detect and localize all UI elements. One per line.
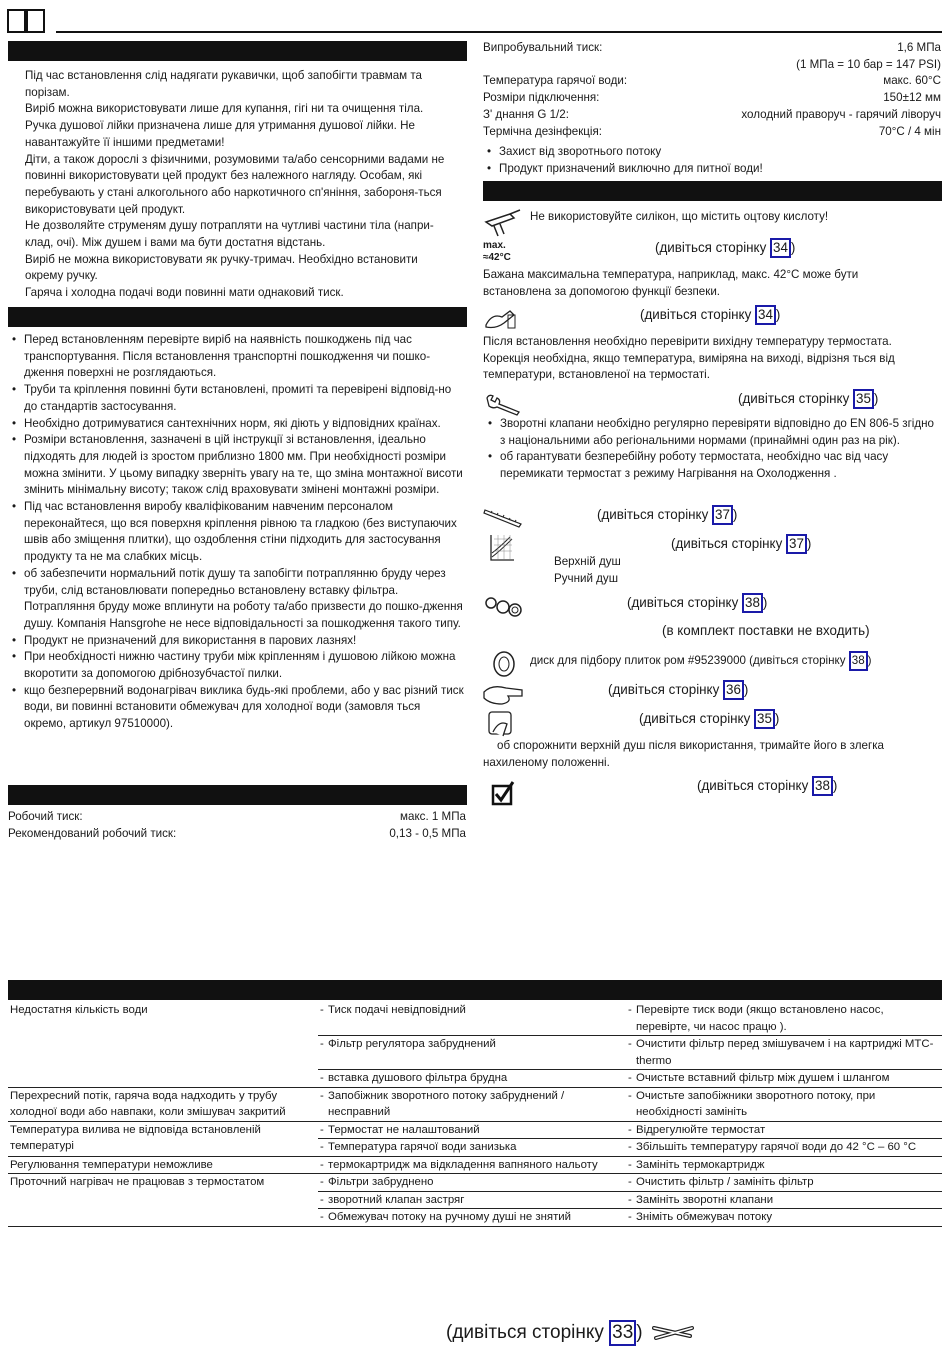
pressure-value: 0,13 - 0,5 МПа	[389, 826, 466, 840]
cause-wrap	[320, 1192, 624, 1209]
cause-text: зворотний клапан застряг	[328, 1193, 465, 1206]
dash-marker: -	[628, 1211, 632, 1223]
section-bar-install	[8, 307, 467, 327]
tech-row	[483, 90, 941, 107]
cause-text: Температура гарячої води занизька	[328, 1141, 517, 1153]
fix-wrap	[628, 1070, 940, 1087]
dash-marker: -	[320, 1038, 324, 1050]
ref-prefix: (дивіться сторінку	[697, 778, 809, 793]
dash-marker: -	[628, 1123, 632, 1136]
table-end-cell	[8, 1226, 942, 1227]
ref-page[interactable]: 38	[742, 593, 763, 613]
dash-marker: -	[320, 1176, 324, 1188]
dash-marker: -	[628, 1038, 632, 1050]
service-bullet: • об гарантувати безперебійну роботу термостата, необхідно час від часу перемикати термостат з режиму Нагрівання на Охолодження .	[484, 449, 940, 482]
cause-wrap	[320, 1139, 624, 1156]
cause-cell	[318, 1121, 626, 1139]
fix-text: Очистити фільтр перед змішувачем і на картриджі MTC-thermo	[636, 1038, 934, 1067]
fix-cell	[626, 1070, 942, 1088]
table-row	[8, 1121, 942, 1139]
install-bullet: • Труби та кріплення повинні бути встановлені, промиті та перевірені відповід-но до стандартів застосування.	[8, 382, 464, 415]
install-bullet: • Продукт не призначений для використання в парових лазнях!	[8, 633, 464, 650]
safety-paragraph: Не дозволяйте струменям душу потрапляти на чутливі частини тіла (напри-клад, очі). Між душем і вами ма бути достатня відстань.	[25, 219, 434, 250]
ref-suffix: )	[867, 654, 872, 667]
tech-row	[483, 40, 941, 57]
fix-cell	[626, 1209, 942, 1227]
header-rule	[56, 31, 942, 33]
problem-cell: Проточний нагрівач не працював з термостатом	[8, 1174, 318, 1227]
fix-text: Відрегулюйте термостат	[636, 1123, 766, 1136]
shower-hand-label: Ручний душ	[554, 572, 619, 585]
fix-wrap	[628, 1209, 940, 1226]
ref-link-10[interactable]	[697, 776, 837, 796]
cause-text: вставка душового фільтра брудна	[328, 1072, 508, 1084]
tech-value: 1,6 МПа	[897, 41, 941, 54]
tech-bullets	[483, 144, 941, 177]
service-bullets	[484, 416, 940, 483]
install-bullets	[8, 332, 464, 733]
tech-label: Термічна дезінфекція:	[483, 124, 603, 138]
fix-wrap	[628, 1192, 940, 1209]
install-bullet: • об забезпечити нормальний потік душу та запобігти потраплянню бруду через труби, слід встановлювати попередньо встановлену вставку фільтра. Потрапляння бруду може вплинути на роботу та/або призвести до пошко-дження душу. Компанія Hansgrohe не несе відповідальності за пошкодження такого типу.	[8, 566, 464, 633]
not-included-note: (в комплект поставки не входить)	[662, 623, 870, 638]
dash-marker: -	[320, 1123, 324, 1136]
safety-text	[25, 68, 457, 302]
footer-suffix: )	[636, 1322, 643, 1343]
ref-link-8[interactable]	[608, 680, 748, 700]
tech-value: холодний праворуч - гарячий ліворуч	[741, 107, 941, 121]
ref-suffix: )	[732, 507, 738, 522]
cause-cell	[318, 1174, 626, 1192]
fix-wrap	[628, 1088, 940, 1121]
cause-text: Фільтр регулятора забруднений	[328, 1038, 496, 1050]
pressure-value: макс. 1 МПа	[400, 810, 466, 823]
dash-marker: -	[628, 1176, 632, 1188]
dash-marker: -	[628, 1004, 632, 1016]
dash-marker: -	[320, 1004, 324, 1016]
tech-label: Випробувальний тиск:	[483, 41, 603, 54]
silicone-text: Не використовуйте силікон, що містить оцтову кислоту!	[530, 210, 829, 223]
fix-cell	[626, 1121, 942, 1139]
table-row	[8, 1002, 942, 1036]
ref-suffix: )	[790, 240, 796, 255]
fix-text: Замініть зворотні клапани	[636, 1193, 774, 1206]
ref-suffix: )	[762, 595, 768, 610]
table-end	[8, 1226, 942, 1227]
ref-suffix: )	[806, 536, 812, 551]
section-bar-right	[483, 181, 942, 201]
dash-marker: -	[320, 1141, 324, 1153]
max-temp: ≈42°C	[483, 252, 511, 263]
ref-page[interactable]: 37	[712, 505, 733, 525]
thermometer-hand-icon	[484, 305, 518, 337]
ref-page[interactable]: 34	[755, 305, 776, 325]
cause-wrap	[320, 1157, 624, 1174]
ref-page[interactable]: 35	[754, 709, 775, 729]
text-max: Бажана максимальна температура, наприклад, макс. 42°C може бути встановлена за допомогою функції безпеки.	[483, 268, 859, 298]
ref-link-1[interactable]	[655, 238, 795, 258]
install-bullet: • Під час встановлення виробу кваліфікованим навченим персоналом переконайтеся, що вся поверхня кріплення рівною та гладкою (без виступаючих швів або зміщення плитки), що оздоблення стіни підходить для застосування продукту та не ма слабких місць.	[8, 499, 464, 566]
tile-disc-icon	[491, 650, 517, 684]
fix-cell	[626, 1087, 942, 1121]
max-label: max.	[483, 240, 506, 251]
install-bullet: • Перед встановленням перевірте виріб на наявність пошкоджень під час транспортування. Після встановлення транспортні пошкодження чи пошко-дження поверхні не розглядаються.	[8, 332, 464, 382]
cause-text: Фільтри забруднено	[328, 1176, 434, 1188]
ref-link-6[interactable]	[627, 593, 767, 613]
service-bullet: • Зворотні клапани необхідно регулярно перевіряти відповідно до EN 806-5 згідно з національними або регіональними нормами (принаймні один раз на рік).	[484, 416, 940, 449]
tech-row	[483, 107, 941, 124]
section-bar-pressure	[8, 785, 467, 805]
flow-diagram-icon	[488, 533, 516, 569]
cause-cell	[318, 1191, 626, 1209]
safety-paragraph: Діти, а також дорослі з фізичними, розумовими та/або сенсорними вадами не повинні використовувати цей продукт без належного нагляду. Особам, які перебувають у стані алкогольного або наркотичного сп'яніння, забороня-ться використовувати цей продукт.	[25, 152, 445, 216]
safety-paragraph: Виріб можна використовувати лише для купання, гігі ни та очищення тіла.	[25, 102, 424, 116]
dash-marker: -	[628, 1193, 632, 1206]
safety-paragraph: Гаряча і холодна подачі води повинні мати однаковий тиск.	[25, 286, 344, 300]
cause-wrap	[320, 1036, 624, 1053]
ref-page[interactable]: 38	[812, 776, 833, 796]
cause-text: Термостат не налаштований	[328, 1123, 480, 1136]
dash-marker: -	[320, 1211, 324, 1223]
cause-wrap	[320, 1070, 624, 1087]
cause-text: Тиск подачі невідповідний	[328, 1004, 466, 1016]
tech-value: 150±12 мм	[883, 91, 941, 105]
fix-wrap	[628, 1036, 940, 1069]
ref-link-2[interactable]	[640, 305, 780, 325]
cause-wrap	[320, 1002, 624, 1019]
fix-text: Замініть термокартридж	[636, 1158, 765, 1171]
install-bullet: • При необхідності нижню частину труби між кріпленням і душовою лійкою можна вкоротити за допомогою дрібнозубчастої пилки.	[8, 649, 464, 682]
ref-prefix: (дивіться сторінку	[627, 595, 739, 610]
tech-value: (1 МПа = 10 бар = 147 PSI)	[796, 57, 941, 71]
ref-prefix: (дивіться сторінку	[655, 240, 767, 255]
cause-wrap	[320, 1122, 624, 1139]
safety-paragraph: Під час встановлення слід надягати рукавички, щоб запобігти травмам та порізам.	[25, 69, 422, 99]
fix-wrap	[628, 1157, 940, 1174]
ref-prefix: (дивіться сторінку	[608, 682, 720, 697]
cause-wrap	[320, 1209, 624, 1226]
tech-bullet: • Продукт призначений виключно для питної води!	[483, 161, 941, 178]
fix-cell	[626, 1174, 942, 1192]
dash-marker: -	[320, 1158, 324, 1171]
cause-wrap	[320, 1088, 624, 1121]
safety-paragraph: Виріб не можна використовувати як ручку-тримач. Необхідно встановити окрему ручку.	[25, 252, 418, 283]
safety-paragraph: Ручка душової лійки призначена лише для утримання душової лійки. Не навантажуйте її іншими предметами!	[25, 119, 415, 149]
pressure-label: Робочий тиск:	[8, 810, 83, 823]
ref-suffix: )	[832, 778, 838, 793]
section-bar-safety	[8, 41, 467, 61]
pressure-row	[8, 809, 466, 826]
fix-text: Очистить фільтр / замініть фільтр	[636, 1176, 814, 1188]
tile-disc-line	[530, 651, 872, 671]
cause-text: термокартридж ма відкладення вапняного нальоту	[328, 1158, 598, 1171]
ref-page[interactable]: 34	[770, 238, 791, 258]
fix-text: Очистьте вставний фільтр між душем і шлангом	[636, 1072, 890, 1084]
fix-cell	[626, 1036, 942, 1070]
install-bullet: • кщо безперервний водонагрівач викликa будь-які проблеми, або у вас різний тиск води, ви повинні встановити обмежувач для холодної води (замовля ться окремо, артикул 97510000).	[8, 683, 464, 733]
tech-row	[483, 73, 941, 90]
dash-marker: -	[628, 1158, 632, 1171]
ref-prefix: (дивіться сторінку	[738, 391, 850, 406]
fix-wrap	[628, 1139, 940, 1156]
cause-cell	[318, 1002, 626, 1036]
fix-wrap	[628, 1002, 940, 1035]
filter-parts-icon	[483, 595, 523, 625]
ref-suffix: )	[774, 711, 780, 726]
ref-prefix: (дивіться сторінку	[640, 307, 752, 322]
cause-text: Обмежувач потоку на ручному душі не знятий	[328, 1211, 572, 1223]
fix-text: Збільшіть температуру гарячої води до 42 °C – 60 °C	[636, 1141, 917, 1153]
dash-marker: -	[320, 1072, 324, 1084]
footer-ref[interactable]	[446, 1320, 643, 1346]
problem-cell: Недостатня кількість води	[10, 1004, 148, 1016]
dash-marker: -	[628, 1089, 632, 1102]
ref-suffix: )	[743, 682, 749, 697]
ref-prefix: (дивіться сторінку	[597, 507, 709, 522]
tech-row	[483, 124, 941, 141]
ref-link-4[interactable]	[597, 505, 737, 525]
tech-label: Температура гарячої води:	[483, 74, 628, 88]
ref-prefix: (дивіться сторінку	[671, 536, 783, 551]
fix-wrap	[628, 1174, 940, 1191]
dash-marker: -	[628, 1141, 632, 1153]
table-row	[8, 1174, 942, 1192]
table-row	[8, 1156, 942, 1174]
pressure-label: Рекомендований робочий тиск:	[8, 826, 177, 840]
problem-cell: Температура вилива не відповіда встановленій температурі	[8, 1121, 318, 1156]
ref-link-5[interactable]	[671, 534, 811, 554]
tech-label: З' днання G 1/2:	[483, 107, 569, 121]
dash-marker: -	[628, 1072, 632, 1084]
trouble-table	[8, 1002, 942, 1227]
problem-cell: Регулювання температури неможливе	[8, 1156, 318, 1174]
pressure-list	[8, 809, 466, 842]
cause-cell	[318, 1036, 626, 1070]
text-empty: об спорожнити верхній душ після використання, тримайте його в злегка нахиленому положенні.	[483, 739, 884, 769]
tech-row	[483, 57, 941, 74]
fix-text: Перевірте тиск води (якщо встановлено насос, перевірте, чи насос працю ).	[636, 1004, 884, 1033]
table-row	[8, 1087, 942, 1121]
ruler-icon	[483, 506, 523, 534]
silicone-gun-icon	[484, 208, 524, 244]
max-temp-icon	[483, 240, 511, 264]
tile-disc-text: диск для підбору плиток ром #95239000 (дивіться сторінку	[530, 654, 846, 667]
shower-top-label: Верхній душ	[554, 555, 621, 568]
ref-link-3[interactable]	[738, 389, 878, 409]
cause-cell	[318, 1087, 626, 1121]
hand-cleaning-icon	[482, 682, 528, 712]
pressure-row	[8, 826, 466, 843]
text-calib: Після встановлення необхідно перевірити вихідну температуру термостата. Корекція необхідна, якщо температура, виміряна на виході, відрізня ться від температури, встановленої на термостаті.	[483, 335, 895, 382]
ref-prefix: (дивіться сторінку	[639, 711, 751, 726]
tech-value: макс. 60°C	[883, 74, 941, 88]
fix-cell	[626, 1156, 942, 1174]
cause-cell	[318, 1070, 626, 1088]
ref-page[interactable]: 37	[786, 534, 807, 554]
cause-text: Запобіжник зворотного потоку забруднений / несправний	[328, 1089, 565, 1118]
problem-cell: Перехресний потік, гаряча вода надходить у трубу холодної води або навпаки, коли змішувач закритий	[8, 1087, 318, 1121]
tech-bullet: • Захист від зворотнього потоку	[483, 144, 941, 161]
fix-text: Очистьте запобіжники зворотного потоку, при необхідності замініть	[636, 1089, 876, 1118]
install-bullet: • Необхідно дотримуватися сантехнічних норм, які діють у відповідних країнах.	[8, 416, 464, 433]
install-bullet: • Розміри встановлення, зазначені в цій інструкції зі встановлення, ідеально підходять для людей із зростом приблизно 1800 мм. При необхідності розміри можна змінити. У цьому випадку зверніть увагу на те, що зміна монтажної висоти змінить мінімальну висоту; також слід враховувати змінені монтажні розміри.	[8, 432, 464, 499]
ref-suffix: )	[775, 307, 781, 322]
ref-page[interactable]: 36	[723, 680, 744, 700]
cause-cell	[318, 1156, 626, 1174]
footer-prefix: (дивіться сторінку	[446, 1322, 604, 1343]
dash-marker: -	[320, 1193, 324, 1206]
tech-value: 70°C / 4 мін	[878, 124, 941, 138]
footer-page[interactable]: 33	[609, 1320, 636, 1346]
ref-page[interactable]: 35	[853, 389, 874, 409]
fix-wrap	[628, 1122, 940, 1139]
tools-icon	[652, 1322, 694, 1352]
ref-page[interactable]: 38	[849, 651, 868, 671]
ref-link-9[interactable]	[639, 709, 779, 729]
tech-label: Розміри підключення:	[483, 91, 600, 105]
checkbox-icon	[491, 780, 515, 812]
cause-wrap	[320, 1174, 624, 1191]
dash-marker: -	[320, 1089, 324, 1102]
tech-list	[483, 40, 941, 140]
cause-cell	[318, 1209, 626, 1227]
fix-cell	[626, 1139, 942, 1157]
ref-suffix: )	[873, 391, 879, 406]
fix-cell	[626, 1002, 942, 1036]
section-bar-trouble	[8, 980, 942, 1000]
cause-cell	[318, 1139, 626, 1157]
fix-text: Зніміть обмежувач потоку	[636, 1211, 773, 1223]
book-icon	[6, 6, 46, 40]
fix-cell	[626, 1191, 942, 1209]
